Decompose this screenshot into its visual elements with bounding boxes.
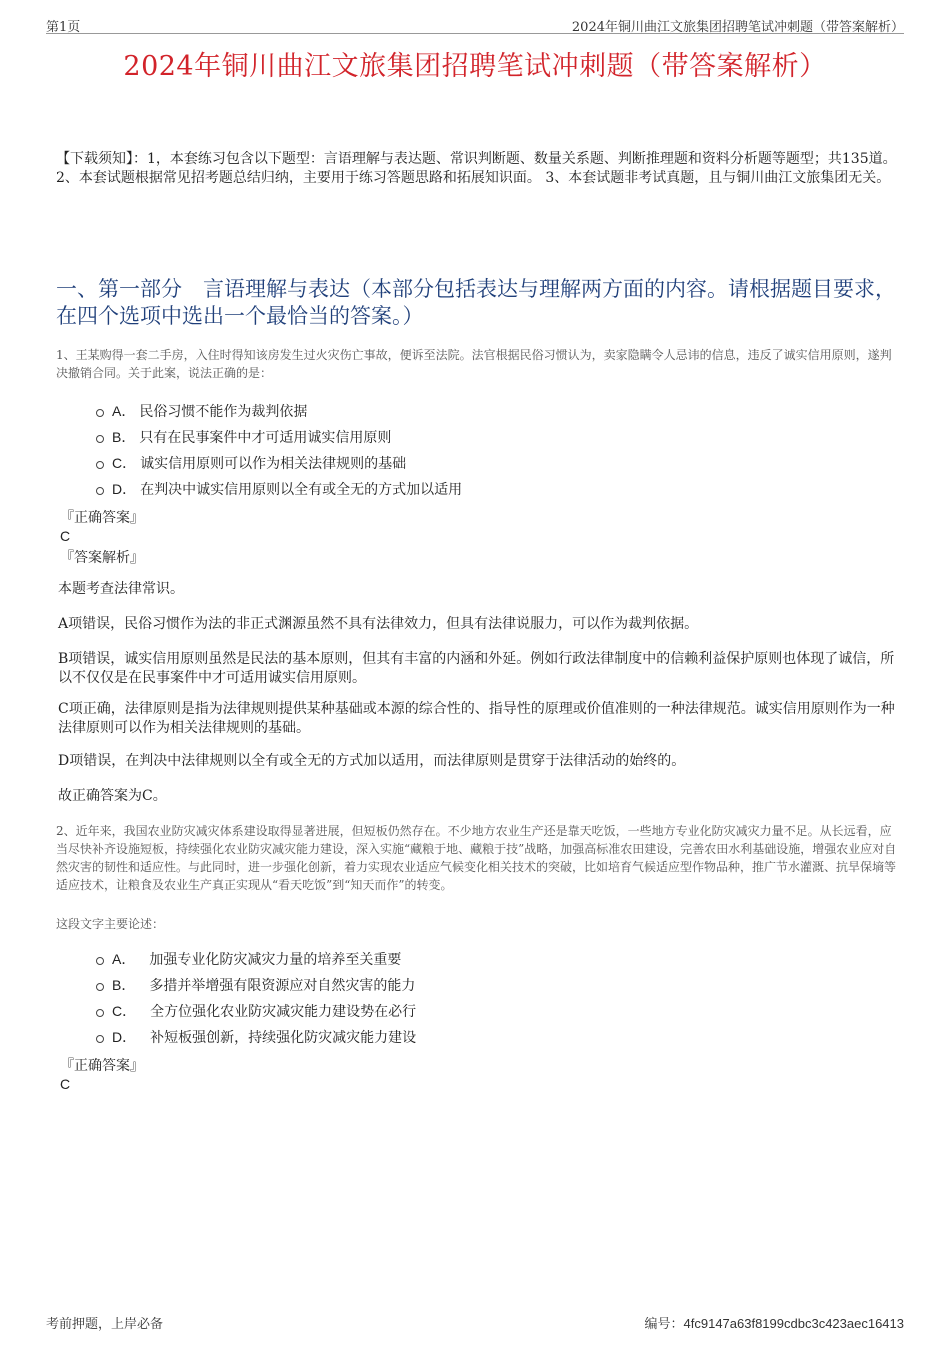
question-2-prompt: 这段文字主要论述： — [56, 917, 165, 931]
option-letter: D． — [112, 1029, 137, 1045]
question-1-option-d[interactable] — [96, 479, 462, 500]
answer-label: 『正确答案』 — [60, 510, 144, 526]
option-text: 民俗习惯不能作为裁判依据 — [139, 404, 308, 420]
running-title: 2024年铜川曲江文旅集团招聘笔试冲刺题（带答案解析） — [571, 20, 904, 35]
option-text: 诚实信用原则可以作为相关法律规则的基础 — [140, 456, 407, 472]
section-heading: 一、第一部分 言语理解与表达（本部分包括表达与理解两方面的内容。请根据题目要求，在四个选项中选出一个最恰当的答案。） — [56, 277, 896, 328]
option-text: 加强专业化防灾减灾力量的培养至关重要 — [149, 952, 402, 968]
option-letter: A． — [112, 403, 136, 419]
analysis-paragraph: C项正确，法律原则是指为法律规则提供某种基础或本源的综合性的、指导性的原理或价值准则的一种法律规范。诚实信用原则作为一种法律原则可以作为相关法律规则的基础。 — [58, 701, 895, 736]
question-2-text: 2、近年来，我国农业防灾减灾体系建设取得显著进展，但短板仍然存在。不少地方农业生产还是靠天吃饭，一些地方专业化防灾减灾力量不足。从长远看，应当尽快补齐设施短板，持续强化农业防灾减灾能力建设，深入实施“藏粮于地、藏粮于技”战略，加强高标准农田建设，完善农田水利基础设施，增强农业应对自然灾害的韧性和适应性。与此同时，进一步强化创新，着力实现农业适应气候变化相关技术的突破，比如培育气候适应型作物品种，推广节水灌溉、抗旱保墒等适应技术，让粮食及农业生产真正实现从“看天吃饭”到“知天而作”的转变。 — [56, 824, 897, 892]
question-2-option-c[interactable] — [96, 1001, 416, 1022]
header-divider — [46, 33, 904, 34]
option-text: 多措并举增强有限资源应对自然灾害的能力 — [149, 978, 416, 994]
analysis-paragraph: 本题考查法律常识。 — [58, 581, 184, 597]
option-letter: C． — [112, 1003, 137, 1019]
option-text: 在判决中诚实信用原则以全有或全无的方式加以适用 — [140, 482, 463, 498]
answer-label: 『正确答案』 — [60, 1058, 144, 1074]
download-notice: 【下载须知】：1，本套练习包含以下题型：言语理解与表达题、常识判断题、数量关系题、判断推理题和资料分析题等题型；共135道。 2、本套试题根据常见招考题总结归纳，主要用于练习答题思路和拓展知识面。 3、本套试题非考试真题，且与铜川曲江文旅集团无关。 — [56, 151, 897, 186]
option-letter: B． — [112, 977, 136, 993]
option-letter: D． — [112, 481, 137, 497]
option-text: 全方位强化农业防灾减灾能力建设势在必行 — [150, 1004, 417, 1020]
analysis-conclusion: 故正确答案为C。 — [58, 788, 167, 804]
question-2-option-d[interactable] — [96, 1027, 416, 1048]
radio-icon[interactable] — [96, 409, 104, 417]
question-2-option-a[interactable] — [96, 949, 401, 970]
option-text: 只有在民事案件中才可适用诚实信用原则 — [139, 430, 392, 446]
option-letter: C． — [112, 455, 137, 471]
question-1-option-c[interactable] — [96, 453, 406, 474]
analysis-paragraph: A项错误，民俗习惯作为法的非正式渊源虽然不具有法律效力，但具有法律说服力，可以作为裁判依据。 — [58, 616, 699, 632]
radio-icon[interactable] — [96, 1009, 104, 1017]
radio-icon[interactable] — [96, 435, 104, 443]
page-number: 第1页 — [46, 20, 81, 35]
radio-icon[interactable] — [96, 461, 104, 469]
code-label: 编号： — [644, 1317, 684, 1332]
radio-icon[interactable] — [96, 1035, 104, 1043]
radio-icon[interactable] — [96, 957, 104, 965]
page-title: 2024年铜川曲江文旅集团招聘笔试冲刺题（带答案解析） — [123, 51, 827, 82]
option-text: 补短板强创新，持续强化防灾减灾能力建设 — [150, 1030, 417, 1046]
code-value: 4fc9147a63f8199cdbc3c423aec16413 — [683, 1316, 904, 1331]
option-letter: B． — [112, 429, 136, 445]
question-1-text: 1、王某购得一套二手房，入住时得知该房发生过火灾伤亡事故，便诉至法院。法官根据民俗习惯认为，卖家隐瞒令人忌讳的信息，违反了诚实信用原则，遂判决撤销合同。关于此案，说法正确的是： — [56, 348, 892, 380]
option-letter: A． — [112, 951, 136, 967]
answer-value: C — [60, 528, 71, 544]
question-2-option-b[interactable] — [96, 975, 415, 996]
question-1-option-a[interactable] — [96, 401, 307, 422]
analysis-paragraph: B项错误，诚实信用原则虽然是民法的基本原则，但其有丰富的内涵和外延。例如行政法律制度中的信赖利益保护原则也体现了诚信，所以不仅仅是在民事案件中才可适用诚实信用原则。 — [58, 651, 895, 686]
analysis-paragraph: D项错误，在判决中法律规则以全有或全无的方式加以适用，而法律原则是贯穿于法律活动的始终的。 — [58, 753, 686, 769]
document-code — [645, 1313, 905, 1332]
analysis-label: 『答案解析』 — [60, 550, 144, 566]
footer-slogan: 考前押题，上岸必备 — [46, 1317, 164, 1332]
question-1-option-b[interactable] — [96, 427, 391, 448]
answer-value: C — [60, 1076, 71, 1092]
radio-icon[interactable] — [96, 487, 104, 495]
radio-icon[interactable] — [96, 983, 104, 991]
